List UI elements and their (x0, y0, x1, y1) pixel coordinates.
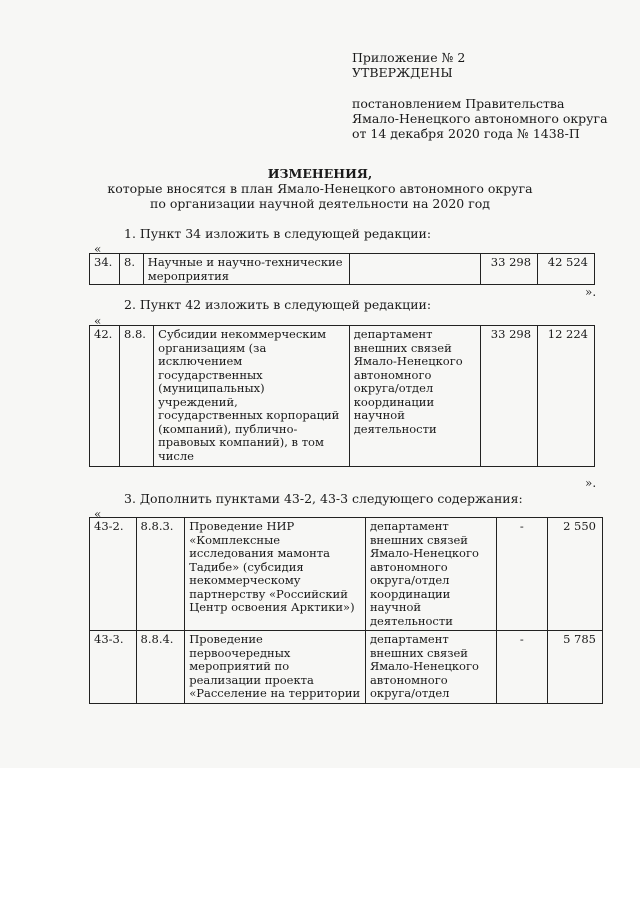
approved-label: УТВЕРЖДЕНЫ (352, 65, 453, 80)
cell-no: 42. (90, 326, 120, 467)
cell-value-1: 33 298 (481, 326, 538, 467)
item-3-text: 3. Дополнить пунктами 43-2, 43-3 следующего содержания: (124, 491, 523, 506)
cell-code: 8.8.4. (136, 631, 185, 704)
cell-dept (349, 254, 480, 285)
cell-value-2: 12 224 (538, 326, 595, 467)
table-item-34 (89, 253, 595, 285)
cell-dept: департамент внешних связей Ямало-Ненецкого автономного округа/отдел координации научной деятельности (365, 518, 496, 631)
open-quote-3: « (94, 507, 102, 521)
open-quote-2: « (94, 314, 102, 328)
cell-code: 8.8. (120, 326, 154, 467)
resolution-line: постановлением Правительства (352, 96, 565, 111)
cell-no: 43-2. (90, 518, 137, 631)
document-subtitle-2: по организации научной деятельности на 2020 год (150, 196, 490, 211)
cell-name: Проведение НИР «Комплексные исследования мамонта Тадибе» (субсидия некоммерческому партнерству «Российский Центр освоения Арктики») (185, 518, 366, 631)
cell-name: Субсидии некоммерческим организациям (за исключением государственных (муниципальных) учреждений, государственных корпораций (компаний), публично-правовых компаний), в том числе (154, 326, 350, 467)
cell-dept: департамент внешних связей Ямало-Ненецкого автономного округа/отдел (365, 631, 496, 704)
table-row (90, 518, 603, 631)
document-title: ИЗМЕНЕНИЯ, (267, 166, 373, 181)
cell-no: 34. (90, 254, 120, 285)
cell-value-1: - (496, 518, 547, 631)
item-2-text: 2. Пункт 42 изложить в следующей редакции: (124, 297, 432, 312)
cell-no: 43-3. (90, 631, 137, 704)
table-item-42 (89, 325, 595, 467)
cell-code: 8. (120, 254, 144, 285)
cell-dept: департамент внешних связей Ямало-Ненецкого автономного округа/отдел координации научной деятельности (349, 326, 480, 467)
table-row (90, 254, 595, 285)
region-line: Ямало-Ненецкого автономного округа (352, 111, 608, 126)
cell-value-2: 2 550 (547, 518, 602, 631)
cell-code: 8.8.3. (136, 518, 185, 631)
close-quote-2: ». (585, 476, 597, 490)
document-subtitle-1: которые вносятся в план Ямало-Ненецкого автономного округа (107, 181, 533, 196)
close-quote-1: ». (585, 285, 597, 299)
cell-value-1: 33 298 (481, 254, 538, 285)
cell-name: Проведение первоочередных мероприятий по реализации проекта «Расселение на территории (185, 631, 366, 704)
table-row (90, 326, 595, 467)
resolution-date: от 14 декабря 2020 года № 1438-П (352, 126, 580, 141)
page-bottom-blank (0, 768, 640, 905)
table-row (90, 631, 603, 704)
cell-value-1: - (496, 631, 547, 704)
cell-value-2: 5 785 (547, 631, 602, 704)
item-1-text: 1. Пункт 34 изложить в следующей редакции: (124, 226, 432, 241)
table-items-43 (89, 517, 603, 704)
appendix-number: Приложение № 2 (352, 50, 466, 65)
open-quote-1: « (94, 242, 102, 256)
cell-value-2: 42 524 (538, 254, 595, 285)
cell-name: Научные и научно-технические мероприятия (143, 254, 349, 285)
